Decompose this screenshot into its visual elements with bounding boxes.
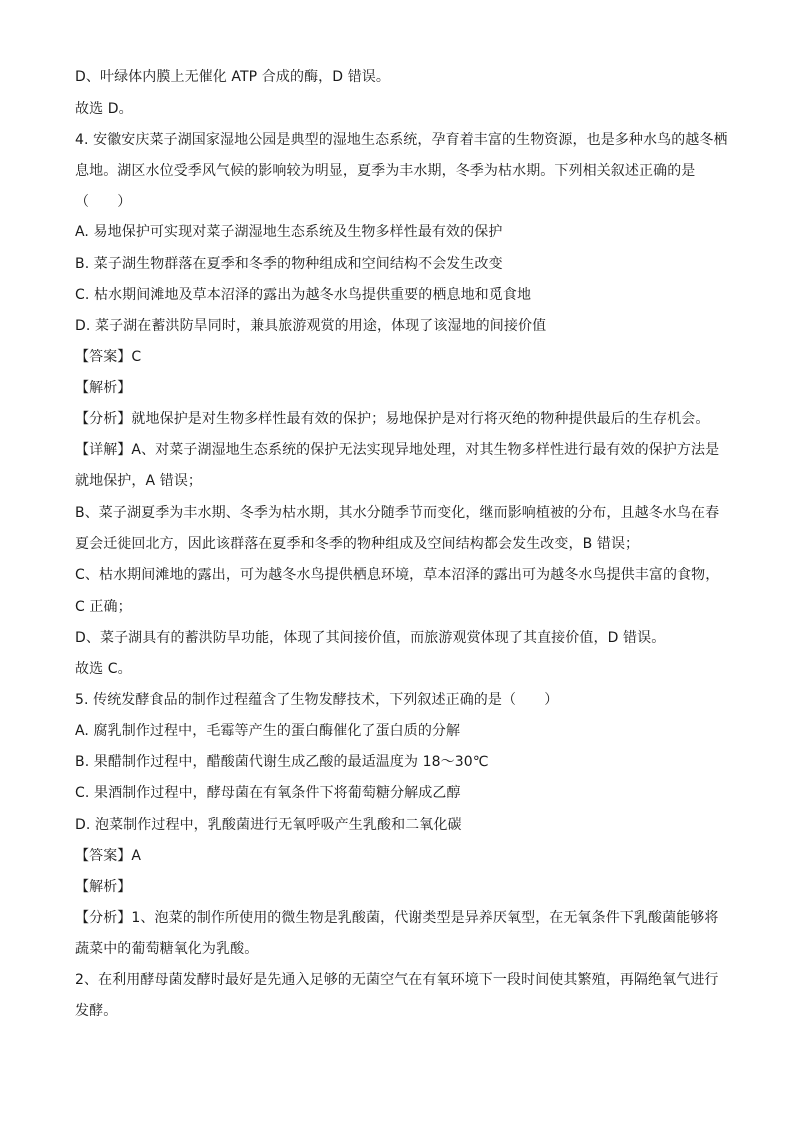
question-5-analysis-heading: 【解析】 xyxy=(75,879,132,895)
text-line: 故选 D。 xyxy=(75,101,133,117)
question-5-analysis-line: 2、在利用酵母菌发酵时最好是先通入足够的无菌空气在有氧环境下一段时间使其繁殖，再隔绝氧气进行 xyxy=(75,972,719,988)
question-4-blank: （ ） xyxy=(75,194,132,210)
question-4-option-c: C. 枯水期间滩地及草本沼泽的露出为越冬水鸟提供重要的栖息地和觅食地 xyxy=(75,287,532,303)
question-4-detail-line: B、菜子湖夏季为丰水期、冬季为枯水期，其水分随季节而变化，继而影响植被的分布，且越冬水鸟在春 xyxy=(75,505,720,521)
question-4-conclusion: 故选 C。 xyxy=(75,661,132,677)
question-5-option-d: D. 泡菜制作过程中，乳酸菌进行无氧呼吸产生乳酸和二氧化碳 xyxy=(75,817,462,833)
question-5-analysis-line: 发酵。 xyxy=(75,1003,118,1019)
question-4-detail-line: 就地保护，A 错误； xyxy=(75,473,203,489)
question-4-stem-line: 息地。湖区水位受季风气候的影响较为明显，夏季为丰水期，冬季为枯水期。下列相关叙述正确的是 xyxy=(75,163,696,179)
question-5-stem-line: 5. 传统发酵食品的制作过程蕴含了生物发酵技术，下列叙述正确的是（ ） xyxy=(75,692,559,708)
text-line: D、叶绿体内膜上无催化 ATP 合成的酶，D 错误。 xyxy=(75,69,390,85)
question-5-option-c: C. 果酒制作过程中，酵母菌在有氧条件下将葡萄糖分解成乙醇 xyxy=(75,785,461,801)
question-4-detail-line: 【详解】A、对菜子湖湿地生态系统的保护无法实现异地处理，对其生物多样性进行最有效的保护方法是 xyxy=(75,442,720,458)
question-4-detail-line: C 正确； xyxy=(75,599,132,615)
question-4-detail-line: C、枯水期间滩地的露出，可为越冬水鸟提供栖息环境，草本沼泽的露出可为越冬水鸟提供丰富的食物， xyxy=(75,567,720,583)
question-5-answer: 【答案】A xyxy=(75,848,142,864)
question-4-option-d: D. 菜子湖在蓄洪防旱同时，兼具旅游观赏的用途，体现了该湿地的间接价值 xyxy=(75,318,547,334)
question-5-option-b: B. 果醋制作过程中，醋酸菌代谢生成乙酸的最适温度为 18～30℃ xyxy=(75,754,489,770)
question-5-analysis-line: 【分析】1、泡菜的制作所使用的微生物是乳酸菌，代谢类型是异养厌氧型，在无氧条件下乳酸菌能够将 xyxy=(75,910,719,926)
question-4-answer: 【答案】C xyxy=(75,349,142,365)
question-4-detail-line: D、菜子湖具有的蓄洪防旱功能，体现了其间接价值，而旅游观赏体现了其直接价值，D 错误。 xyxy=(75,630,666,646)
question-4-analysis-heading: 【解析】 xyxy=(75,380,132,396)
question-4-option-a: A. 易地保护可实现对菜子湖湿地生态系统及生物多样性最有效的保护 xyxy=(75,224,503,240)
question-4-option-b: B. 菜子湖生物群落在夏季和冬季的物种组成和空间结构不会发生改变 xyxy=(75,256,503,272)
question-5-option-a: A. 腐乳制作过程中，毛霉等产生的蛋白酶催化了蛋白质的分解 xyxy=(75,723,461,739)
question-4-analysis-line: 【分析】就地保护是对生物多样性最有效的保护；易地保护是对行将灭绝的物种提供最后的生存机会。 xyxy=(75,411,710,427)
question-4-detail-line: 夏会迁徙回北方，因此该群落在夏季和冬季的物种组成及空间结构都会发生改变，B 错误； xyxy=(75,536,640,552)
question-4-stem-line: 4. 安徽安庆菜子湖国家湿地公园是典型的湿地生态系统，孕育着丰富的生物资源，也是多种水鸟的越冬栖 xyxy=(75,132,728,148)
question-5-analysis-line: 蔬菜中的葡萄糖氧化为乳酸。 xyxy=(75,941,259,957)
